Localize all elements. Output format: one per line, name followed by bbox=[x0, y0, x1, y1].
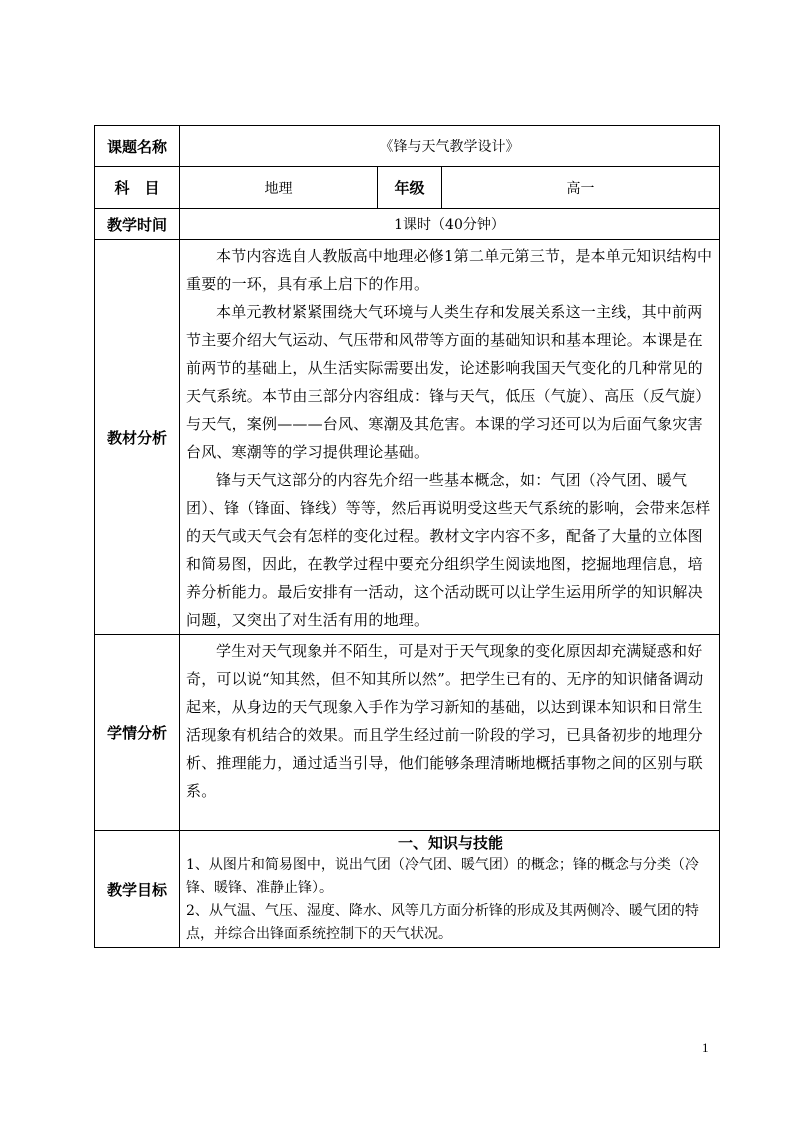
row-time bbox=[95, 209, 720, 240]
students-label: 学情分析 bbox=[95, 635, 180, 831]
page-number: 1 bbox=[702, 1040, 709, 1055]
students-paragraph-1: 学生对天气现象并不陌生，可是对于天气现象的变化原因却充满疑惑和好奇，可以说“知其然，但不知其所以然”。把学生已有的、无序的知识储备调动起来，从身边的天气现象入手作为学习新知的基础，以达到课本知识和日常生活现象有机结合的效果。而且学生经过前一阶段的学习，已具备初步的地理分析、推理能力，通过适当引导，他们能够条理清晰地概括事物之间的区别与联系。 bbox=[186, 642, 704, 800]
goal-item-2: 2、从气温、气压、湿度、降水、风等几方面分析锋的形成及其两侧冷、暖气团的特点，并综合出锋面系统控制下的天气状况。 bbox=[186, 903, 699, 942]
subject-value: 地理 bbox=[180, 167, 378, 209]
material-content bbox=[180, 240, 720, 635]
goal-item-1: 1、从图片和简易图中，说出气团（冷气团、暖气团）的概念；锋的概念与分类（冷锋、暖锋、准静止锋）。 bbox=[186, 857, 699, 896]
title-label: 课题名称 bbox=[95, 126, 180, 167]
material-label: 教材分析 bbox=[95, 240, 180, 635]
row-material-analysis bbox=[95, 240, 720, 635]
goals-label: 教学目标 bbox=[95, 831, 180, 948]
goals-content bbox=[180, 831, 720, 948]
material-paragraph-1: 本节内容选自人教版高中地理必修1第二单元第三节，是本单元知识结构中重要的一环，具有承上启下的作用。 bbox=[186, 247, 713, 293]
title-value: 《锋与天气教学设计》 bbox=[180, 126, 720, 167]
row-title bbox=[95, 126, 720, 167]
lesson-plan-table bbox=[94, 125, 720, 948]
students-content bbox=[180, 635, 720, 831]
material-paragraph-3: 锋与天气这部分的内容先介绍一些基本概念，如：气团（冷气团、暖气团）、锋（锋面、锋线）等等，然后再说明受这些天气系统的影响，会带来怎样的天气或天气会有怎样的变化过程。教材文字内容不多，配备了大量的立体图和简易图，因此，在教学过程中要充分组织学生阅读地图，挖掘地理信息，培养分析能力。最后安排有一活动，这个活动既可以让学生运用所学的知识解决问题，又突出了对生活有用的地理。 bbox=[186, 471, 711, 629]
grade-label: 年级 bbox=[378, 167, 442, 209]
row-subject bbox=[95, 167, 720, 209]
row-student-analysis bbox=[95, 635, 720, 831]
goals-heading: 一、知识与技能 bbox=[397, 834, 503, 852]
row-teaching-goals bbox=[95, 831, 720, 948]
time-label: 教学时间 bbox=[95, 209, 180, 240]
grade-value: 高一 bbox=[442, 167, 720, 209]
material-paragraph-2: 本单元教材紧紧围绕大气环境与人类生存和发展关系这一主线，其中前两节主要介绍大气运动、气压带和风带等方面的基础知识和基本理论。本课是在前两节的基础上，从生活实际需要出发，论述影响我国天气变化的几种常见的天气系统。本节由三部分内容组成：锋与天气，低压（气旋）、高压（反气旋）与天气，案例———台风、寒潮及其危害。本课的学习还可以为后面气象灾害台风、寒潮等的学习提供理论基础。 bbox=[186, 303, 711, 461]
subject-label: 科 目 bbox=[95, 167, 180, 209]
time-value: 1课时（40分钟） bbox=[180, 209, 720, 240]
